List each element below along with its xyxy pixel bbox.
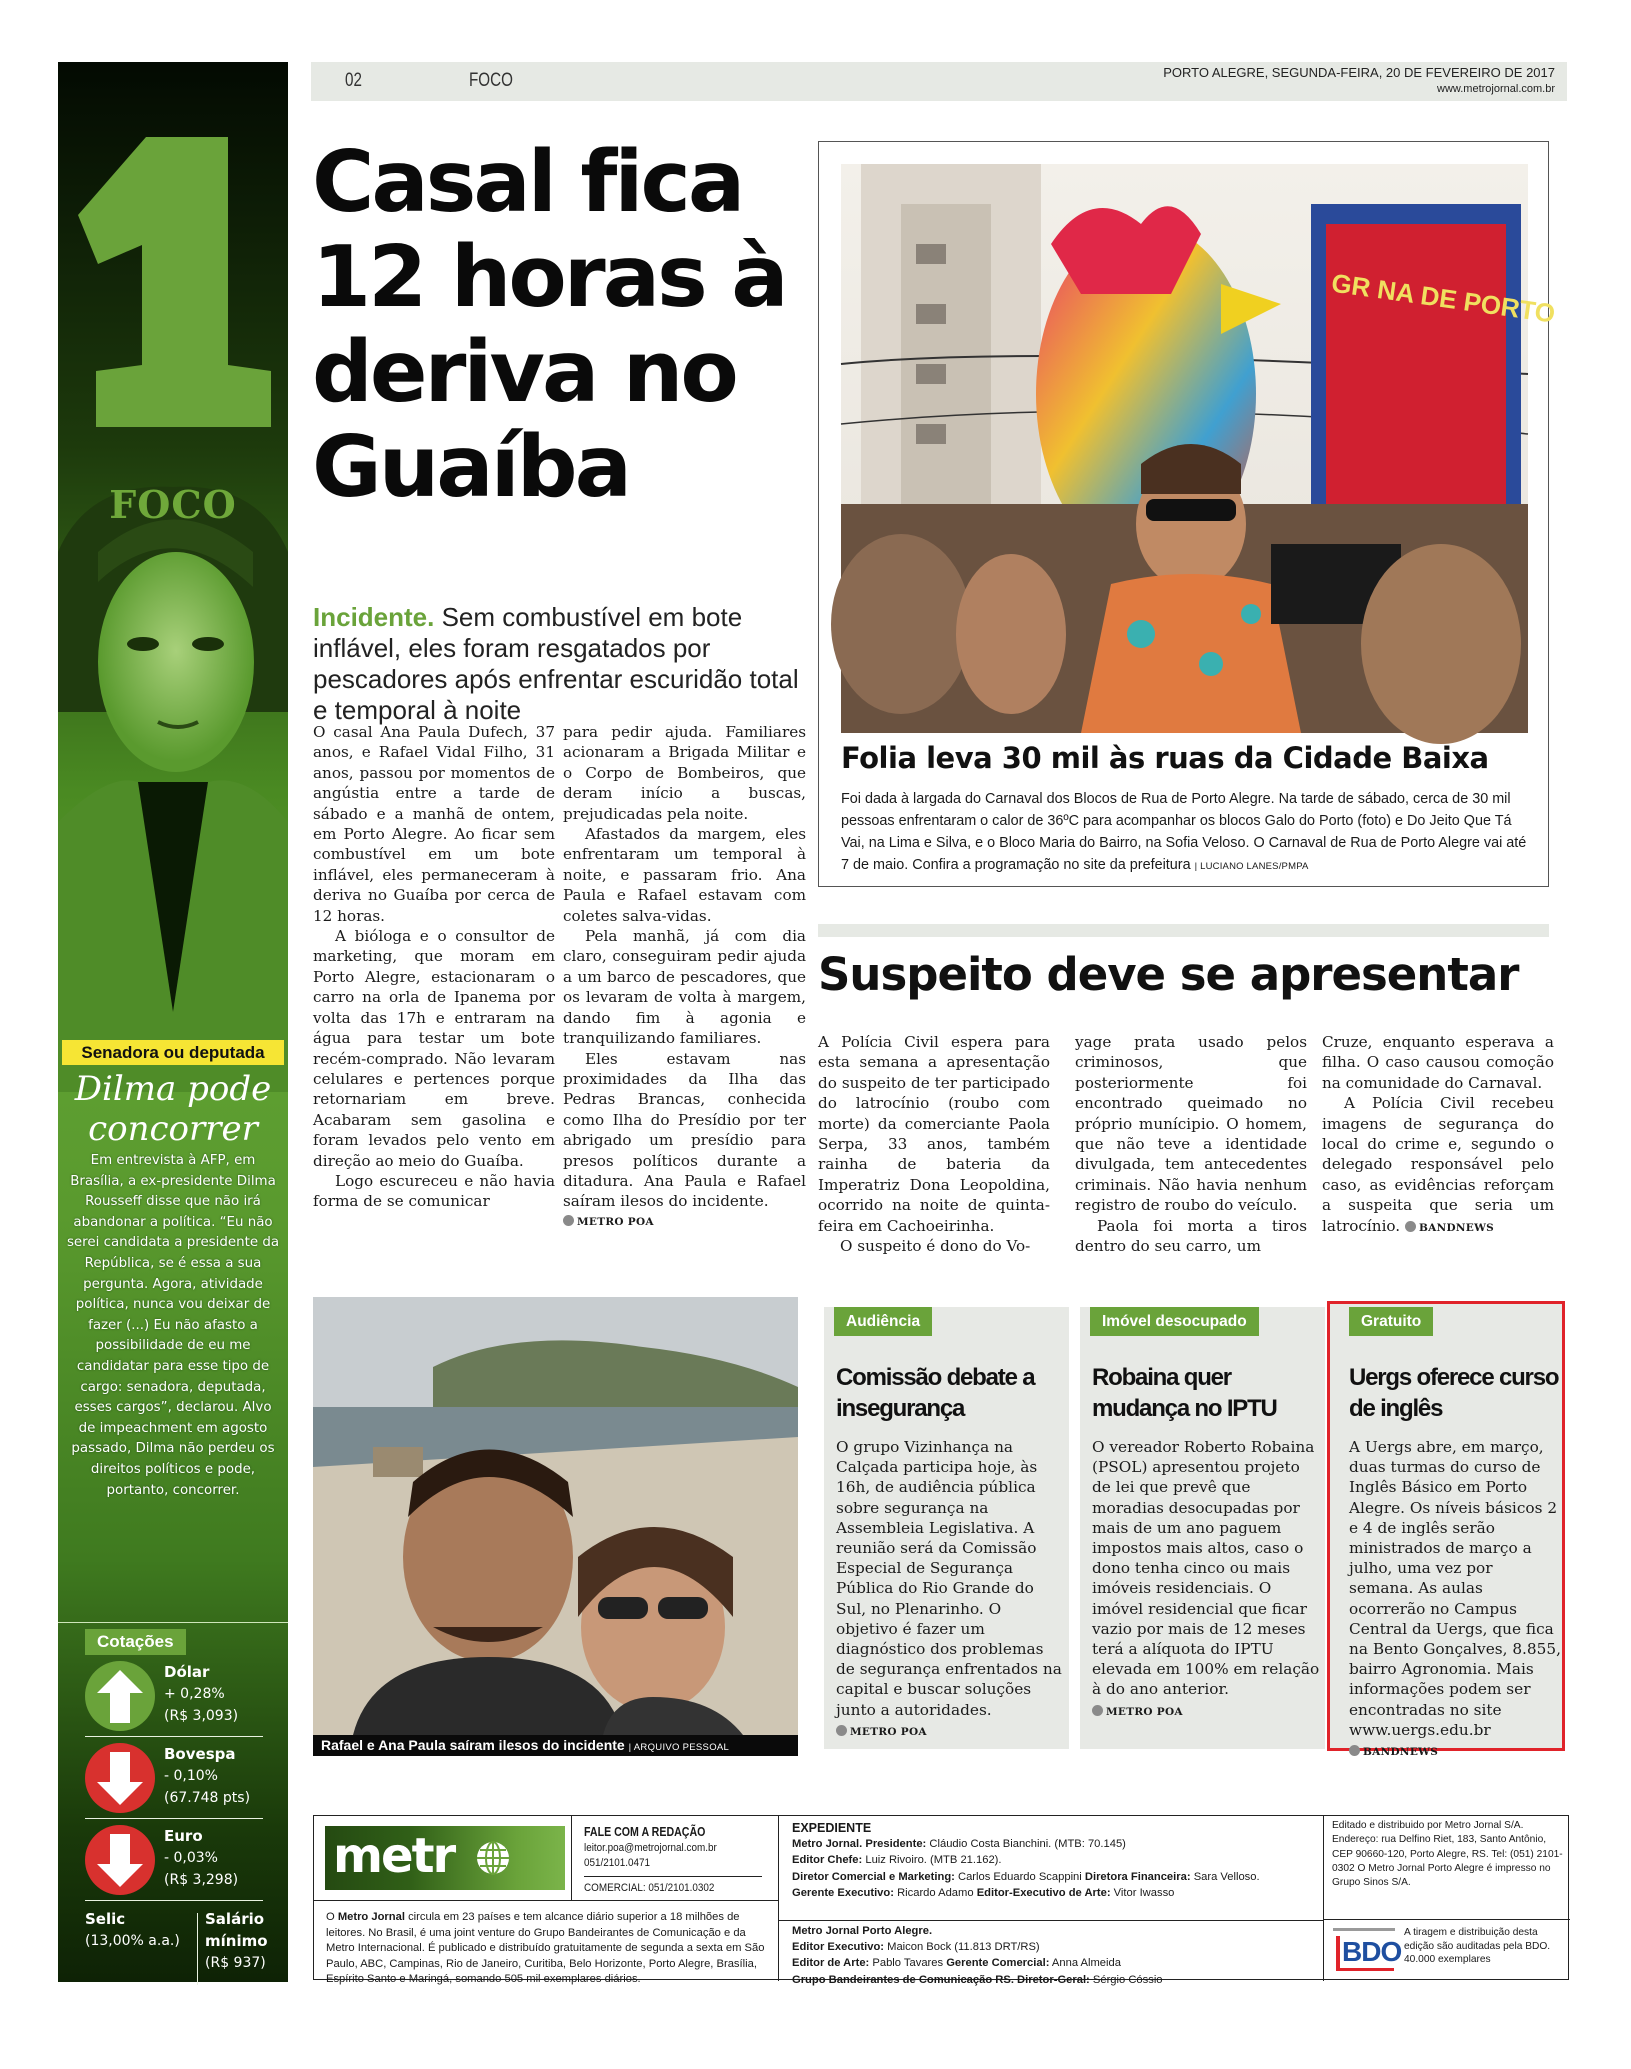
metro-logo	[325, 1826, 565, 1890]
expediente-line: Metro Jornal. Presidente: Cláudio Costa Bianchini. (MTB: 70.145)	[792, 1838, 1126, 1851]
arrow-down-icon	[85, 1825, 155, 1895]
news-brief	[1080, 1307, 1325, 1749]
arrow-down-icon	[85, 1743, 155, 1813]
quote-row-bovespa	[85, 1737, 263, 1819]
paragraph: O casal Ana Paula Dufech, 37 anos, e Rafael Vidal Filho, 31 anos, passou por momentos de angústia entre a tarde de sábado e a manhã de ontem, em Porto Alegre. Ao ficar sem combustível em um bote inflável, eles permaneceram à deriva no Guaíba por cerca de 12 horas.	[313, 723, 555, 925]
main-headline: Casal fica 12 horas à deriva no Guaíba	[312, 133, 786, 517]
brief-title: Uergs oferece curso de inglês	[1349, 1364, 1559, 1422]
brief-body: O grupo Vizinhança na Calçada participa hoje, às 16h, de audiência pública sobre segurança na Assembleia Legislativa. A reunião será da Comissão Especial de Segurança Pública do Rio Grande do Sul, no Plenarinho. O objetivo é fazer um diagnóstico dos problemas de segurança enfrentados na capital e buscar soluções junto a autoridades. METRO POA	[836, 1438, 1062, 1738]
article-column	[1075, 1032, 1307, 1256]
expediente-line: Gerente Executivo: Ricardo Adamo Editor-Executivo de Arte: Vitor Iwasso	[792, 1886, 1175, 1899]
page-header	[311, 62, 1567, 101]
brief-title: Comissão debate a insegurança	[836, 1364, 1035, 1422]
brief-body: A Uergs abre, em março, duas turmas do curso de Inglês Básico em Porto Alegre. Os níveis básicos 2 e 4 de inglês serão ministrados de março a julho, uma vez por semana. As aulas ocorrerão no Campus Central da Uergs, que fica na Bento Gonçalves, 8.855, bairro Agronomia. Mais informações podem ser encontradas no site www.uergs.edu.br BANDNEWS	[1349, 1438, 1561, 1759]
expediente-line: Diretor Comercial e Marketing: Carlos Eduardo Scappini Diretora Financeira: Sara Velloso.	[792, 1870, 1260, 1883]
about-metro: O Metro Jornal circula em 23 países e tem alcance diário superior a 18 milhões de leitores. No Brasil, é uma joint venture do Grupo Bandeirantes de Comunicação e da Metro Internacional. É publicado e distribuído gratuitamente de segunda a sexta em São Paulo, ABC, Campinas, Rio de Janeiro, Curitiba, Belo Horizonte, Porto Alegre, Brasília, Espírito Santo e Maringá, somando 505 mil exemplares diários.	[326, 1911, 765, 1986]
article-credit: BANDNEWS	[1349, 1746, 1438, 1758]
section-number-one	[78, 137, 268, 427]
expediente-poa	[792, 1923, 1262, 1988]
divider	[1323, 1919, 1570, 1920]
quote-value: (R$ 3,298)	[164, 1872, 239, 1888]
expediente-line: Editor de Arte: Pablo Tavares Gerente Comercial: Anna Almeida	[792, 1957, 1121, 1970]
quotes-panel	[58, 1622, 288, 1989]
article-column	[563, 722, 806, 1232]
couple-selfie-photo	[313, 1297, 798, 1735]
brief-tag: Audiência	[834, 1307, 932, 1336]
masthead-footer	[313, 1815, 1569, 1986]
paragraph: O suspeito é dono do Vo-	[840, 1237, 1031, 1256]
expediente	[792, 1820, 1262, 1901]
expediente-line: Editor Chefe: Luiz Rivoiro. (MTB 21.162).	[792, 1854, 1002, 1867]
paragraph: A bióloga e o consultor de marketing, que moram em Porto Alegre, estacionaram o carro na orla de Ipanema por volta das 17h e entraram na água para testar um bote recém-comprado. Não levaram celulares e pertences porque retornariam em breve. Acabaram sem gasolina e foram levados pelo vento em direção ao meio do Guaíba.	[313, 927, 555, 1170]
salario-label-2: mínimo	[205, 1932, 268, 1950]
article-credit: METRO POA	[563, 1212, 806, 1232]
main-deck	[313, 602, 813, 726]
quote-change: + 0,28%	[164, 1686, 225, 1702]
paragraph: yage prata usado pelos criminosos, que posteriormente foi encontrado queimado no próprio munícipio. O homem, que não teve a identidade divulgada, tem antecedentes criminais. Não havia nenhum registro de roubo do veículo.	[1075, 1033, 1307, 1215]
contact-cell	[572, 1816, 778, 1901]
brand-name: Metro Jornal	[337, 1911, 405, 1923]
caption-text: Rafael e Ana Paula saíram ilesos do incidente	[321, 1737, 625, 1753]
contact-title: FALE COM A REDAÇÃO	[584, 1825, 706, 1839]
commercial-phone: COMERCIAL: 051/2101.0302	[584, 1882, 715, 1894]
date-text: PORTO ALEGRE, SEGUNDA-FEIRA, 20 DE FEVEREIRO DE 2017	[1163, 65, 1555, 80]
brief-body: Em entrevista à AFP, em Brasília, a ex-presidente Dilma Rousseff disse que não irá abandonar a política. “Eu não serei candidata a presidente da República, se é essa a sua pergunta. Agora, atividade política, nunca vou deixar de fazer (...) Eu não afasto a possibilidade de eu me candidatar para esse tipo de cargo: senadora, deputada, esses cargos”, declarou. Alvo de impeachment em agosto passado, Dilma não perdeu os direitos políticos e pode, portanto, concorrer.	[66, 1153, 280, 1498]
quote-change: - 0,10%	[164, 1768, 218, 1784]
left-sidebar-foco	[58, 62, 288, 1982]
logo-text: metr	[333, 1828, 455, 1884]
brief-tag: Gratuito	[1349, 1307, 1433, 1336]
photo-story-headline: Folia leva 30 mil às ruas da Cidade Baixa	[841, 741, 1489, 775]
article-column	[313, 722, 555, 1212]
carnival-photo	[841, 164, 1557, 733]
photo-story-folia	[818, 141, 1557, 887]
expediente-title: EXPEDIENTE	[792, 1821, 872, 1835]
divider	[197, 1913, 198, 1985]
audit-info: A tiragem e distribuição desta edição são auditadas pela BDO. 40.000 exemplares	[1404, 1927, 1551, 1965]
section-name: FOCO	[469, 70, 513, 91]
expediente-poa-title: Metro Jornal Porto Alegre.	[792, 1925, 933, 1937]
photo-credit: | ARQUIVO PESSOAL	[628, 1742, 730, 1753]
contact-phone: 051/2101.0471	[584, 1857, 651, 1869]
news-brief-highlighted	[1327, 1301, 1565, 1759]
credit-dot-icon	[563, 1215, 574, 1226]
article-credit: METRO POA	[1092, 1706, 1183, 1718]
credit-dot-icon	[836, 1725, 847, 1736]
photo-story-body: Foi dada à largada do Carnaval dos Blocos de Rua de Porto Alegre. Na tarde de sábado, cerca de 30 mil pessoas enfrentaram o calor de 36ºC para acompanhar os blocos Galo do Porto (foto) e Do Jeito Que Tá Vai, na Lima e Silva, e o Bloco Maria do Bairro, na Sofia Veloso. O Carnaval de Rua de Porto Alegre vai até 7 de maio. Confira a programação no site da prefeitura	[841, 791, 1527, 873]
page-number: 02	[345, 70, 362, 91]
paragraph: Logo escureceu e não havia forma de se comunicar	[313, 1171, 555, 1211]
paragraph: Pela manhã, já com dia claro, conseguiram pedir ajuda a um barco de pescadores, que os levaram de volta à margem, dando fim à agonia e tranquilizando familiares.	[563, 927, 806, 1048]
section-label: FOCO	[109, 482, 237, 527]
website-link[interactable]: www.metrojornal.com.br	[1437, 83, 1555, 95]
photo-caption	[313, 1735, 798, 1756]
credit-dot-icon	[1092, 1705, 1103, 1716]
expediente-line: Grupo Bandeirantes de Comunicação RS. Diretor-Geral: Sérgio Cóssio	[792, 1973, 1163, 1986]
divider	[778, 1920, 1323, 1921]
publisher-info: Editado e distribuido por Metro Jornal S/A. Endereço: rua Delfino Riet, 183, Santo Antônio, CEP 90660-120, Porto Alegre, RS. Tel: (051) 2101-0302 O Metro Jornal Porto Alegre é impresso no Grupo Sinos S/A.	[1332, 1820, 1563, 1889]
dateline	[1163, 65, 1555, 97]
quote-name: Bovespa	[164, 1745, 236, 1763]
globe-icon	[475, 1840, 511, 1876]
selic-value: (13,00% a.a.)	[85, 1933, 180, 1949]
news-brief	[824, 1307, 1069, 1749]
article-credit: METRO POA	[836, 1726, 927, 1738]
credit-dot-icon	[1349, 1745, 1360, 1756]
photo-story-text	[841, 788, 1531, 878]
quote-value: (67.748 pts)	[164, 1790, 251, 1806]
brief-kicker: Senadora ou deputada	[62, 1040, 284, 1065]
article-headline: Suspeito deve se apresentar	[818, 948, 1519, 1001]
deck-kicker: Incidente.	[313, 602, 435, 632]
paragraph: para pedir ajuda. Familiares acionaram a Brigada Militar e o Corpo de Bombeiros, que deram início a buscas, prejudicadas pela noite.	[563, 723, 806, 823]
expediente-line: Editor Executivo: Maicon Bock (11.813 DRT/RS)	[792, 1941, 1040, 1954]
photo-credit: | LUCIANO LANES/PMPA	[1194, 861, 1309, 872]
paragraph: Eles estavam nas proximidades da Ilha das Pedras Brancas, conhecida como Ilha do Presídio por ter abrigado um presídio para presos políticos durante a ditadura. Ana Paula e Rafael saíram ilesos do incidente.	[563, 1049, 806, 1211]
brief-tag: Imóvel desocupado	[1090, 1307, 1259, 1336]
divider	[584, 1876, 762, 1877]
section-rule	[818, 924, 1549, 937]
paragraph: A Polícia Civil recebeu imagens de segurança do local do crime e, segundo o delegado responsável pelo caso, as evidências reforçam a suspeita que seria um latrocínio. BANDNEWS	[1322, 1094, 1554, 1235]
credit-dot-icon	[1405, 1221, 1416, 1232]
contact-email[interactable]: leitor.poa@metrojornal.com.br	[584, 1842, 717, 1854]
dilma-portrait-photo	[58, 492, 288, 1092]
logo-cell	[314, 1816, 572, 1901]
macro-indicators	[85, 1909, 268, 1989]
article-column	[1322, 1032, 1554, 1238]
quotes-label: Cotações	[85, 1629, 186, 1655]
salario-label: Salário	[205, 1910, 265, 1928]
quote-value: (R$ 3,093)	[164, 1708, 239, 1724]
selic-label: Selic	[85, 1910, 126, 1928]
deck-text: Sem combustível em bote inflável, eles foram resgatados por pescadores após enfrentar escuridão total e temporal à noite	[313, 602, 799, 725]
brief-title: Dilma pode concorrer	[74, 1069, 272, 1149]
quote-row-euro	[85, 1819, 263, 1901]
article-credit: BANDNEWS	[1405, 1222, 1494, 1234]
banner-text: GR NA DE PORTO	[1329, 267, 1557, 329]
brief-body: O vereador Roberto Robaina (PSOL) apresentou projeto de lei que prevê que moradias desocupadas por mais de um ano paguem impostos mais altos, caso o dono tenha cinco ou mais imóveis residenciais. O imóvel residencial que ficar vazio por mais de 12 meses terá a alíquota do IPTU elevada em 100% em relação à do ano anterior. METRO POA	[1092, 1438, 1320, 1718]
quote-name: Dólar	[164, 1663, 210, 1681]
bdo-logo: BDO	[1333, 1928, 1395, 1974]
divider	[778, 1816, 779, 1981]
paragraph: Paola foi morta a tiros dentro do seu carro, um	[1075, 1216, 1307, 1256]
divider	[1323, 1816, 1324, 1981]
arrow-up-icon	[85, 1661, 155, 1731]
paragraph: Cruze, enquanto esperava a filha. O caso causou comoção na comunidade do Carnaval.	[1322, 1033, 1554, 1092]
dilma-brief	[58, 1040, 288, 1501]
paragraph: Afastados da margem, eles enfrentaram um temporal à noite, e passaram frio. Ana Paula e Rafael estavam com coletes salva-vidas.	[563, 825, 806, 925]
quote-change: - 0,03%	[164, 1850, 218, 1866]
quote-row-dolar	[85, 1655, 263, 1737]
brief-title: Robaina quer mudança no IPTU	[1092, 1364, 1277, 1422]
paragraph: A Polícia Civil espera para esta semana a apresentação do suspeito de ter participado do latrocínio (roubo com morte) da comerciante Paola Serpa, 33 anos, também rainha de bateria da Imperatriz Dona Leopoldina, ocorrido na noite de quinta-feira em Cachoeirinha.	[818, 1033, 1050, 1235]
salario-value: (R$ 937)	[205, 1955, 266, 1971]
quote-name: Euro	[164, 1827, 203, 1845]
article-column	[818, 1032, 1050, 1256]
